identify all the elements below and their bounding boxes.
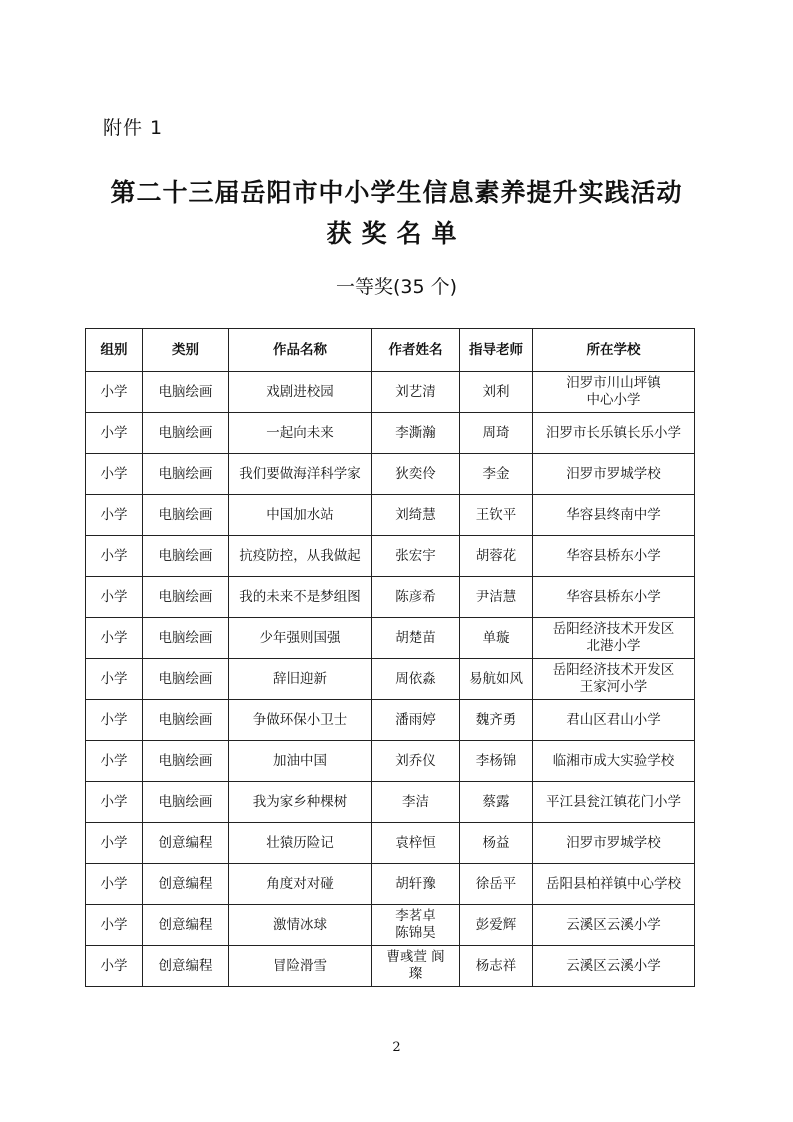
cell-school — [533, 659, 695, 700]
cell-school-line: 华容县桥东小学 — [566, 588, 661, 605]
cell-school — [533, 864, 695, 905]
cell-category: 电脑绘画 — [143, 782, 229, 823]
cell-teacher: 刘利 — [460, 372, 533, 413]
cell-teacher: 杨志祥 — [460, 946, 533, 987]
cell-school — [533, 823, 695, 864]
cell-author — [372, 659, 460, 700]
cell-group: 小学 — [86, 372, 143, 413]
cell-work: 角度对对碰 — [229, 864, 372, 905]
cell-group: 小学 — [86, 659, 143, 700]
cell-work: 戏剧进校园 — [229, 372, 372, 413]
table-row — [86, 536, 695, 577]
cell-group: 小学 — [86, 864, 143, 905]
cell-group: 小学 — [86, 536, 143, 577]
cell-school-line: 临湘市成大实验学校 — [552, 752, 675, 769]
cell-teacher: 李金 — [460, 454, 533, 495]
document-subtitle: 获奖名单 — [326, 219, 467, 248]
cell-school-line: 汨罗市长乐镇长乐小学 — [546, 424, 681, 441]
cell-school — [533, 905, 695, 946]
cell-teacher: 魏齐勇 — [460, 700, 533, 741]
cell-teacher: 易航如风 — [460, 659, 533, 700]
cell-group: 小学 — [86, 454, 143, 495]
table-header-row — [86, 329, 695, 372]
cell-teacher: 杨益 — [460, 823, 533, 864]
cell-author-line: 李澌瀚 — [395, 424, 436, 441]
cell-work: 争做环保小卫士 — [229, 700, 372, 741]
cell-work: 激情冰球 — [229, 905, 372, 946]
cell-author — [372, 700, 460, 741]
cell-category: 电脑绘画 — [143, 495, 229, 536]
cell-school — [533, 536, 695, 577]
cell-school — [533, 946, 695, 987]
cell-school-line: 汨罗市川山坪镇 — [566, 375, 661, 391]
cell-school-line: 华容县终南中学 — [566, 506, 661, 523]
document-title: 第二十三届岳阳市中小学生信息素养提升实践活动 — [110, 178, 683, 207]
cell-author — [372, 413, 460, 454]
table-row — [86, 946, 695, 987]
table-row — [86, 782, 695, 823]
cell-author — [372, 741, 460, 782]
cell-author — [372, 864, 460, 905]
table-row — [86, 700, 695, 741]
cell-author-line: 胡轩豫 — [395, 875, 436, 892]
cell-school-line: 平江县瓮江镇花门小学 — [546, 793, 681, 810]
table-row — [86, 823, 695, 864]
header-work: 作品名称 — [229, 329, 372, 372]
cell-group: 小学 — [86, 700, 143, 741]
cell-group: 小学 — [86, 741, 143, 782]
table-row — [86, 741, 695, 782]
cell-author — [372, 782, 460, 823]
cell-school-line: 汨罗市罗城学校 — [566, 834, 661, 851]
table-row — [86, 577, 695, 618]
cell-category: 创意编程 — [143, 864, 229, 905]
cell-group: 小学 — [86, 577, 143, 618]
cell-author — [372, 577, 460, 618]
cell-category: 创意编程 — [143, 946, 229, 987]
cell-category: 创意编程 — [143, 905, 229, 946]
cell-author — [372, 618, 460, 659]
cell-work: 中国加水站 — [229, 495, 372, 536]
cell-author-line: 璨 — [408, 966, 423, 982]
cell-teacher: 徐岳平 — [460, 864, 533, 905]
table-row — [86, 618, 695, 659]
cell-group: 小学 — [86, 823, 143, 864]
cell-school-line: 岳阳经济技术开发区 — [552, 621, 675, 637]
cell-work: 辞旧迎新 — [229, 659, 372, 700]
cell-school — [533, 413, 695, 454]
cell-school — [533, 372, 695, 413]
table-body — [86, 372, 695, 987]
cell-teacher: 单璇 — [460, 618, 533, 659]
cell-teacher: 周琦 — [460, 413, 533, 454]
page-number: 2 — [392, 1040, 401, 1055]
award-level-heading: 一等奖(35 个) — [335, 276, 458, 298]
cell-author — [372, 372, 460, 413]
cell-teacher: 蔡露 — [460, 782, 533, 823]
cell-author — [372, 905, 460, 946]
cell-school — [533, 577, 695, 618]
cell-work: 冒险滑雪 — [229, 946, 372, 987]
cell-school-line: 汨罗市罗城学校 — [566, 465, 661, 482]
cell-author-line: 刘艺清 — [395, 383, 436, 400]
cell-category: 电脑绘画 — [143, 700, 229, 741]
cell-category: 电脑绘画 — [143, 372, 229, 413]
cell-school — [533, 495, 695, 536]
cell-author — [372, 946, 460, 987]
table-row — [86, 659, 695, 700]
cell-author-line: 陈锦昊 — [395, 925, 436, 941]
cell-school-line: 君山区君山小学 — [566, 711, 661, 728]
cell-work: 抗疫防控，从我做起 — [229, 536, 372, 577]
cell-teacher: 李杨锦 — [460, 741, 533, 782]
cell-teacher: 彭爱辉 — [460, 905, 533, 946]
cell-author-line: 狄奕伶 — [395, 465, 436, 482]
cell-school-line: 华容县桥东小学 — [566, 547, 661, 564]
header-teacher: 指导老师 — [460, 329, 533, 372]
cell-category: 电脑绘画 — [143, 536, 229, 577]
table-row — [86, 495, 695, 536]
cell-author — [372, 495, 460, 536]
header-category: 类别 — [143, 329, 229, 372]
cell-school — [533, 454, 695, 495]
cell-category: 电脑绘画 — [143, 413, 229, 454]
cell-group: 小学 — [86, 413, 143, 454]
cell-author-line: 曹彧萱 阆 — [386, 949, 445, 965]
cell-author-line: 李茗卓 — [395, 908, 436, 924]
cell-school — [533, 782, 695, 823]
cell-school — [533, 700, 695, 741]
cell-work: 壮猿历险记 — [229, 823, 372, 864]
table-row — [86, 864, 695, 905]
cell-teacher: 王钦平 — [460, 495, 533, 536]
cell-author — [372, 536, 460, 577]
cell-school-line: 岳阳经济技术开发区 — [552, 662, 675, 678]
header-school: 所在学校 — [533, 329, 695, 372]
cell-school-line: 云溪区云溪小学 — [566, 957, 661, 974]
cell-teacher: 胡蓉花 — [460, 536, 533, 577]
cell-author-line: 潘雨婷 — [395, 711, 436, 728]
cell-group: 小学 — [86, 946, 143, 987]
cell-school-line: 云溪区云溪小学 — [566, 916, 661, 933]
cell-school — [533, 618, 695, 659]
cell-work: 我的未来不是梦组图 — [229, 577, 372, 618]
cell-author-line: 刘乔仪 — [395, 752, 436, 769]
table-row — [86, 905, 695, 946]
table-row — [86, 454, 695, 495]
cell-group: 小学 — [86, 495, 143, 536]
cell-school-line: 王家河小学 — [579, 679, 648, 695]
cell-author — [372, 823, 460, 864]
cell-school-line: 岳阳县柏祥镇中心学校 — [546, 875, 681, 892]
awards-table — [85, 328, 695, 987]
cell-category: 电脑绘画 — [143, 454, 229, 495]
cell-work: 一起向未来 — [229, 413, 372, 454]
cell-author-line: 陈彦希 — [395, 588, 436, 605]
header-author: 作者姓名 — [372, 329, 460, 372]
cell-author-line: 张宏宇 — [395, 547, 436, 564]
cell-school — [533, 741, 695, 782]
cell-work: 我们要做海洋科学家 — [229, 454, 372, 495]
cell-author — [372, 454, 460, 495]
cell-work: 少年强则国强 — [229, 618, 372, 659]
cell-school-line: 北港小学 — [586, 638, 641, 654]
table-row — [86, 413, 695, 454]
cell-author-line: 胡楚苗 — [395, 629, 436, 646]
table-row — [86, 372, 695, 413]
cell-category: 电脑绘画 — [143, 659, 229, 700]
cell-author-line: 李洁 — [402, 793, 429, 810]
cell-author-line: 周依淼 — [395, 670, 436, 687]
cell-category: 创意编程 — [143, 823, 229, 864]
cell-school-line: 中心小学 — [586, 392, 641, 408]
cell-teacher: 尹洁慧 — [460, 577, 533, 618]
cell-work: 加油中国 — [229, 741, 372, 782]
cell-author-line: 刘绮慧 — [395, 506, 436, 523]
attachment-label: 附件 1 — [103, 117, 164, 139]
cell-category: 电脑绘画 — [143, 577, 229, 618]
cell-group: 小学 — [86, 905, 143, 946]
header-group: 组别 — [86, 329, 143, 372]
cell-work: 我为家乡种棵树 — [229, 782, 372, 823]
cell-author-line: 袁梓恒 — [395, 834, 436, 851]
cell-group: 小学 — [86, 782, 143, 823]
cell-category: 电脑绘画 — [143, 741, 229, 782]
cell-category: 电脑绘画 — [143, 618, 229, 659]
cell-group: 小学 — [86, 618, 143, 659]
